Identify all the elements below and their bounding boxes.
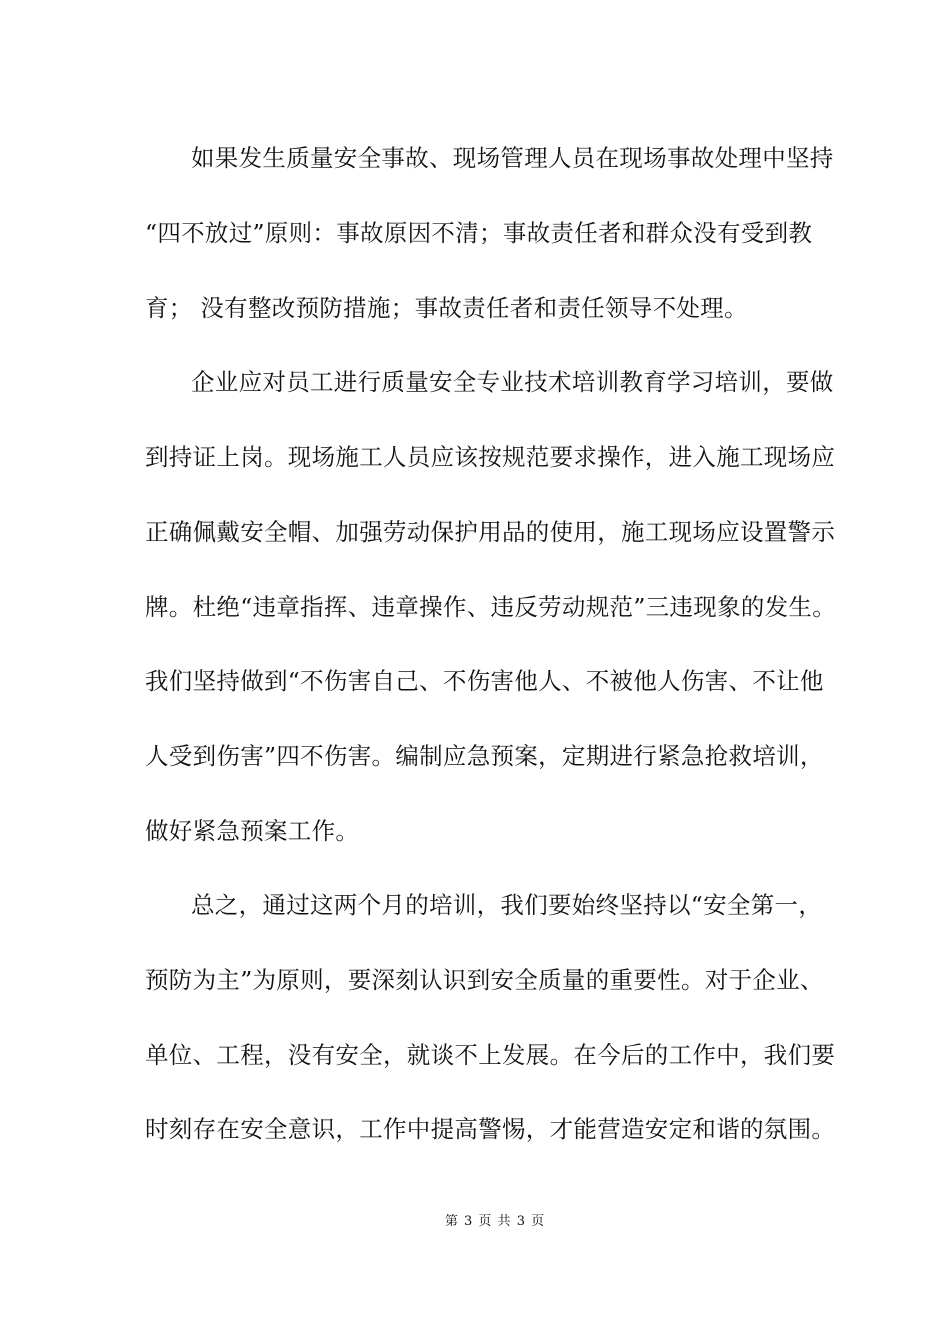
paragraph-2-line-2: 到持证上岗。现场施工人员应该按规范要求操作，进入施工现场应 (145, 443, 836, 471)
paragraph-3-line-1: 总之，通过这两个月的培训，我们要始终坚持以“安全第一， (191, 891, 823, 919)
paragraph-1-line-2: “四不放过”原则：事故原因不清；事故责任者和群众没有受到教 (145, 219, 813, 247)
paragraph-3-line-2: 预防为主”为原则，要深刻认识到安全质量的重要性。对于企业、 (145, 966, 824, 994)
paragraph-1-line-3: 育； 没有整改预防措施；事故责任者和责任领导不处理。 (145, 294, 748, 322)
paragraph-1-line-1: 如果发生质量安全事故、现场管理人员在现场事故处理中坚持 (191, 144, 834, 172)
paragraph-2-line-3: 正确佩戴安全帽、加强劳动保护用品的使用，施工现场应设置警示 (145, 518, 836, 546)
paragraph-2-line-6: 人受到伤害”四不伤害。编制应急预案，定期进行紧急抢救培训， (145, 742, 824, 770)
paragraph-2-line-5: 我们坚持做到“不伤害自己、不伤害他人、不被他人伤害、不让他 (145, 667, 824, 695)
page-number-footer: 第 3 页 共 3 页 (444, 1214, 546, 1229)
paragraph-3-line-4: 时刻存在安全意识，工作中提高警惕，才能营造安定和谐的氛围。 (145, 1115, 836, 1143)
paragraph-2-line-7: 做好紧急预案工作。 (145, 817, 360, 845)
paragraph-3-line-3: 单位、工程，没有安全，就谈不上发展。在今后的工作中，我们要 (145, 1041, 836, 1069)
paragraph-2-line-4: 牌。杜绝“违章指挥、违章操作、违反劳动规范”三违现象的发生。 (145, 593, 837, 621)
paragraph-2-line-1: 企业应对员工进行质量安全专业技术培训教育学习培训，要做 (191, 368, 834, 396)
